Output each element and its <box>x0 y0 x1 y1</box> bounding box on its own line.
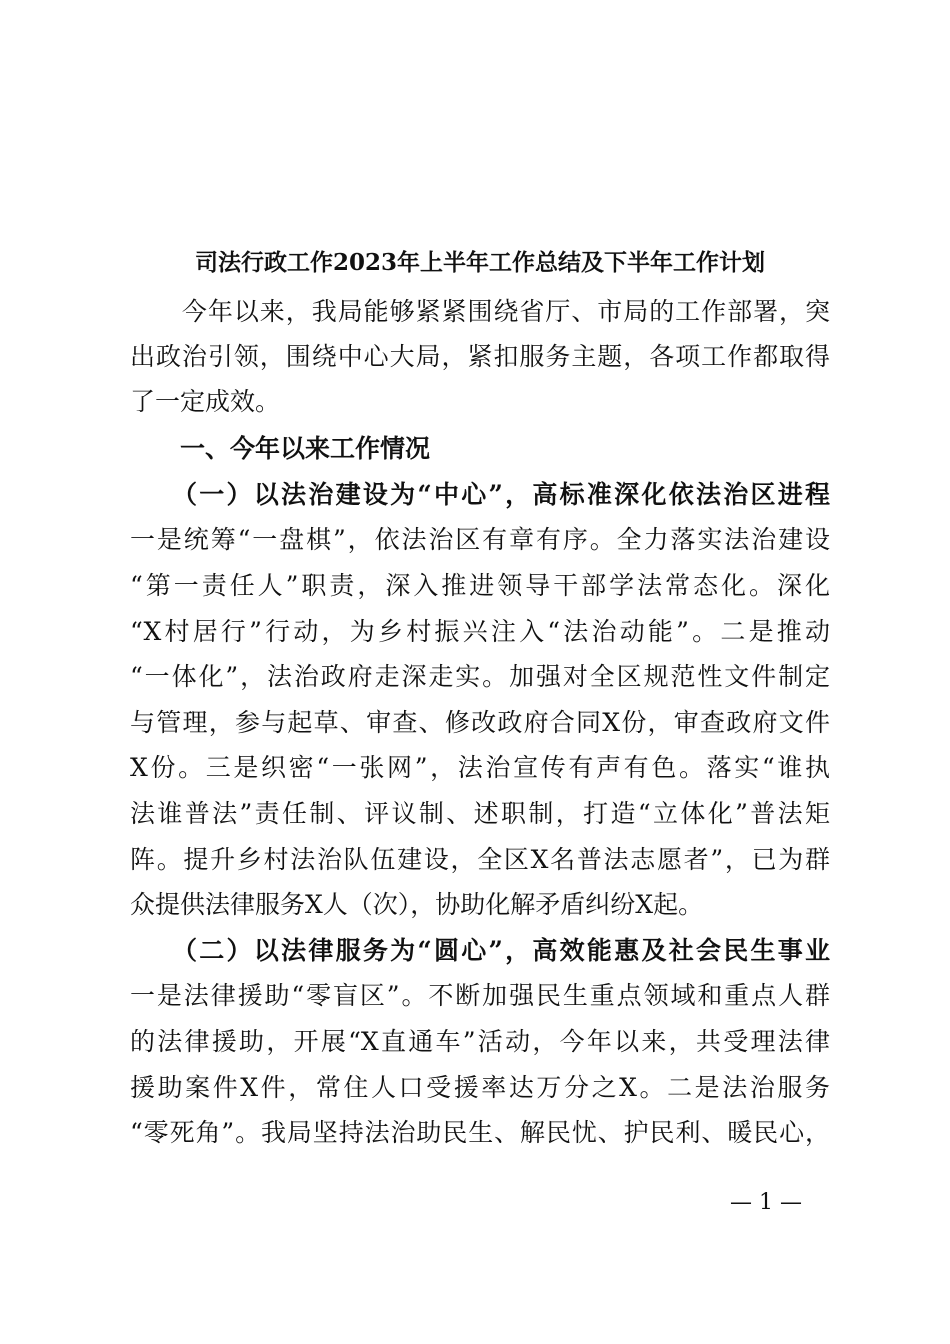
page-number: — 1 — <box>730 1190 802 1215</box>
paragraph-line: 一是法律援助“零盲区”。不断加强民生重点领域和重点人群 <box>130 981 830 1010</box>
paragraph-line: X份。三是织密“一张网”，法治宣传有声有色。落实“谁执 <box>130 753 830 782</box>
section-heading: 一、今年以来工作情况 <box>130 434 431 463</box>
paragraph-line: 阵。提升乡村法治队伍建设，全区X名普法志愿者”，已为群 <box>130 845 830 874</box>
paragraph-line: 了一定成效。 <box>130 387 281 416</box>
paragraph-line: 出政治引领，围绕中心大局，紧扣服务主题，各项工作都取得 <box>130 342 830 371</box>
paragraph-line: 今年以来，我局能够紧紧围绕省厅、市局的工作部署，突 <box>130 297 830 326</box>
paragraph-line: “一体化”，法治政府走深走实。加强对全区规范性文件制定 <box>130 662 830 691</box>
paragraph-line: 援助案件X件，常住人口受援率达万分之X。二是法治服务 <box>130 1073 830 1102</box>
paragraph-line: 众提供法律服务X人（次），协助化解矛盾纠纷X起。 <box>130 890 704 919</box>
paragraph-line: “零死角”。我局坚持法治助民生、解民忧、护民利、暖民心， <box>130 1118 830 1147</box>
paragraph-line: 的法律援助，开展“X直通车”活动，今年以来，共受理法律 <box>130 1027 830 1056</box>
subsection-heading: （二）以法律服务为“圆心”，高效能惠及社会民生事业 <box>130 936 830 965</box>
paragraph-line: “第一责任人”职责，深入推进领导干部学法常态化。深化 <box>130 571 830 600</box>
paragraph-line: 与管理，参与起草、审查、修改政府合同X份，审查政府文件 <box>130 708 830 737</box>
paragraph-line: “X村居行”行动，为乡村振兴注入“法治动能”。二是推动 <box>130 617 830 646</box>
document-title: 司法行政工作2023年上半年工作总结及下半年工作计划 <box>194 249 765 276</box>
paragraph-line: 一是统筹“一盘棋”，依法治区有章有序。全力落实法治建设 <box>130 525 830 554</box>
subsection-heading: （一）以法治建设为“中心”，高标准深化依法治区进程 <box>130 480 830 509</box>
paragraph-line: 法谁普法”责任制、评议制、述职制，打造“立体化”普法矩 <box>130 799 830 828</box>
